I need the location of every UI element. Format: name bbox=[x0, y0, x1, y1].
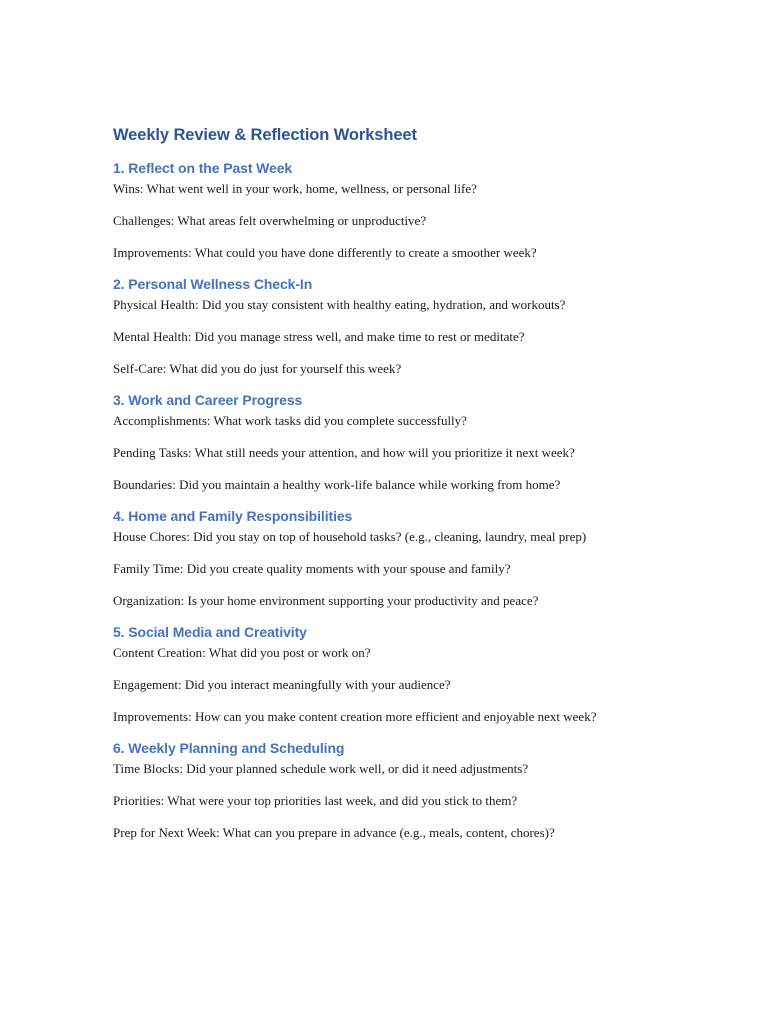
section-heading: 2. Personal Wellness Check-In bbox=[113, 276, 313, 292]
section-home-family bbox=[113, 507, 653, 610]
question-text: Prep for Next Week: What can you prepare in advance (e.g., meals, content, chores)? bbox=[113, 825, 555, 840]
question-text: Time Blocks: Did your planned schedule work well, or did it need adjustments? bbox=[113, 761, 529, 776]
question-text: Boundaries: Did you maintain a healthy work-life balance while working from home? bbox=[113, 477, 561, 492]
question-text: Physical Health: Did you stay consistent with healthy eating, hydration, and workouts? bbox=[113, 297, 566, 312]
question-text: Improvements: How can you make content creation more efficient and enjoyable next week? bbox=[113, 709, 597, 724]
section-heading: 1. Reflect on the Past Week bbox=[113, 160, 293, 176]
document-page bbox=[113, 124, 653, 855]
question-text: Accomplishments: What work tasks did you complete successfully? bbox=[113, 413, 467, 428]
question-text: Improvements: What could you have done differently to create a smoother week? bbox=[113, 245, 537, 260]
question-text: Engagement: Did you interact meaningfully with your audience? bbox=[113, 677, 451, 692]
section-heading: 3. Work and Career Progress bbox=[113, 392, 303, 408]
question-text: Content Creation: What did you post or work on? bbox=[113, 645, 371, 660]
question-text: Wins: What went well in your work, home, wellness, or personal life? bbox=[113, 181, 477, 196]
question-text: Organization: Is your home environment supporting your productivity and peace? bbox=[113, 593, 539, 608]
section-reflect-past-week bbox=[113, 159, 653, 262]
section-weekly-planning bbox=[113, 739, 653, 842]
question-text: Family Time: Did you create quality moments with your spouse and family? bbox=[113, 561, 511, 576]
question-text: Self-Care: What did you do just for yourself this week? bbox=[113, 361, 402, 376]
question-text: Mental Health: Did you manage stress well, and make time to rest or meditate? bbox=[113, 329, 525, 344]
section-personal-wellness bbox=[113, 275, 653, 378]
question-text: Pending Tasks: What still needs your attention, and how will you prioritize it next week? bbox=[113, 445, 575, 460]
section-heading: 4. Home and Family Responsibilities bbox=[113, 508, 353, 524]
section-social-media bbox=[113, 623, 653, 726]
document-title: Weekly Review & Reflection Worksheet bbox=[113, 126, 417, 144]
question-text: House Chores: Did you stay on top of household tasks? (e.g., cleaning, laundry, meal prep) bbox=[113, 529, 587, 544]
section-heading: 5. Social Media and Creativity bbox=[113, 624, 307, 640]
question-text: Priorities: What were your top priorities last week, and did you stick to them? bbox=[113, 793, 518, 808]
section-heading: 6. Weekly Planning and Scheduling bbox=[113, 740, 345, 756]
question-text: Challenges: What areas felt overwhelming or unproductive? bbox=[113, 213, 427, 228]
section-work-career bbox=[113, 391, 653, 494]
